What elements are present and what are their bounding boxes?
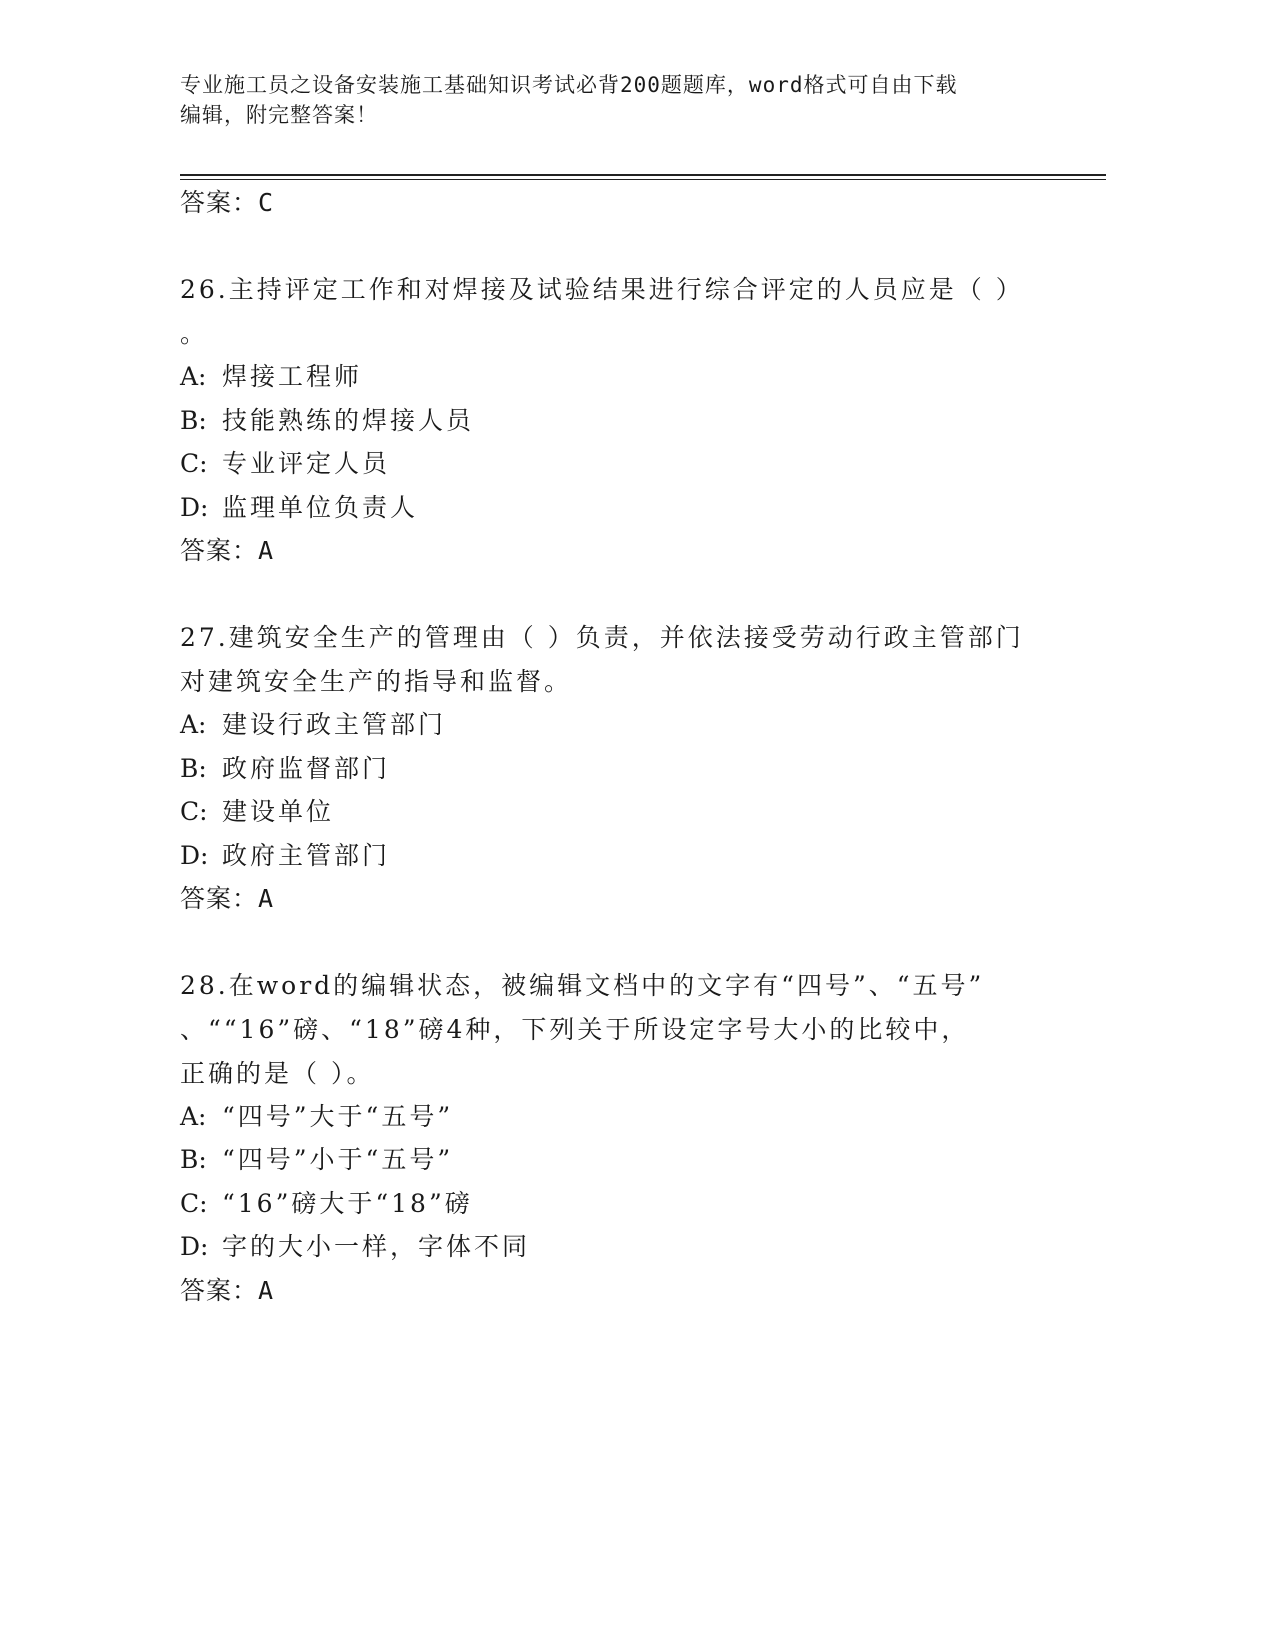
- question-26-line-2: 。: [180, 319, 209, 348]
- option-letter: A:: [180, 362, 207, 391]
- question-27-option-a: [180, 708, 446, 742]
- option-text: 政府监督部门: [222, 754, 391, 783]
- option-text: 专业评定人员: [222, 449, 391, 478]
- document-header: [180, 70, 1040, 130]
- option-text: “四号”大于“五号”: [222, 1102, 454, 1131]
- question-28-line-1: 28.在word的编辑状态，被编辑文档中的文字有“四号”、“五号”: [180, 971, 985, 1000]
- question-28-option-b: [180, 1143, 453, 1177]
- question-28-text: [180, 964, 1030, 1096]
- option-text: 政府主管部门: [222, 841, 391, 870]
- previous-answer: 答案：C: [180, 188, 275, 217]
- option-letter: D:: [180, 841, 209, 870]
- option-text: 建设行政主管部门: [222, 710, 447, 739]
- question-26-option-b: [180, 404, 474, 438]
- option-letter: A:: [180, 710, 207, 739]
- header-line-1: 专业施工员之设备安装施工基础知识考试必背200题题库，word格式可自由下载: [180, 73, 958, 97]
- question-26-option-d: [180, 491, 418, 525]
- question-28-option-c: [180, 1187, 473, 1221]
- question-27-text: [180, 616, 1030, 704]
- question-26-line-1: 26.主持评定工作和对焊接及试验结果进行综合评定的人员应是（ ）: [180, 275, 1024, 304]
- question-27-line-2: 对建筑安全生产的指导和监督。: [180, 667, 573, 696]
- option-letter: B:: [180, 754, 207, 783]
- option-text: 监理单位负责人: [222, 493, 419, 522]
- option-text: 建设单位: [222, 797, 335, 826]
- question-27-answer: 答案：A: [180, 884, 275, 913]
- header-line-2: 编辑，附完整答案！: [180, 103, 378, 127]
- question-26-option-c: [180, 447, 390, 481]
- option-text: “16”磅大于“18”磅: [222, 1189, 473, 1218]
- option-letter: C:: [180, 797, 208, 826]
- header-rule-thick: [180, 174, 1106, 176]
- question-28-option-d: [180, 1230, 530, 1264]
- header-rule-thin: [180, 179, 1106, 180]
- question-27-line-1: 27.建筑安全生产的管理由（ ）负责，并依法接受劳动行政主管部门: [180, 623, 1024, 652]
- question-26-answer: 答案：A: [180, 536, 275, 565]
- option-letter: D:: [180, 1232, 209, 1261]
- question-27-option-c: [180, 795, 334, 829]
- option-text: 焊接工程师: [222, 362, 363, 391]
- option-text: “四号”小于“五号”: [222, 1145, 454, 1174]
- question-28-answer: 答案：A: [180, 1276, 275, 1305]
- question-28-line-3: 正确的是（ ）。: [180, 1059, 375, 1088]
- question-28-line-2: 、““16”磅、“18”磅4种，下列关于所设定字号大小的比较中，: [180, 1015, 970, 1044]
- question-26-text: [180, 268, 1030, 356]
- option-text: 字的大小一样，字体不同: [222, 1232, 531, 1261]
- question-27-option-d: [180, 839, 390, 873]
- option-letter: D:: [180, 493, 209, 522]
- question-27-option-b: [180, 752, 390, 786]
- option-letter: A:: [180, 1102, 207, 1131]
- option-letter: C:: [180, 449, 208, 478]
- question-28-option-a: [180, 1100, 453, 1134]
- question-26-option-a: [180, 360, 362, 394]
- option-letter: C:: [180, 1189, 208, 1218]
- option-letter: B:: [180, 406, 207, 435]
- option-letter: B:: [180, 1145, 207, 1174]
- option-text: 技能熟练的焊接人员: [222, 406, 475, 435]
